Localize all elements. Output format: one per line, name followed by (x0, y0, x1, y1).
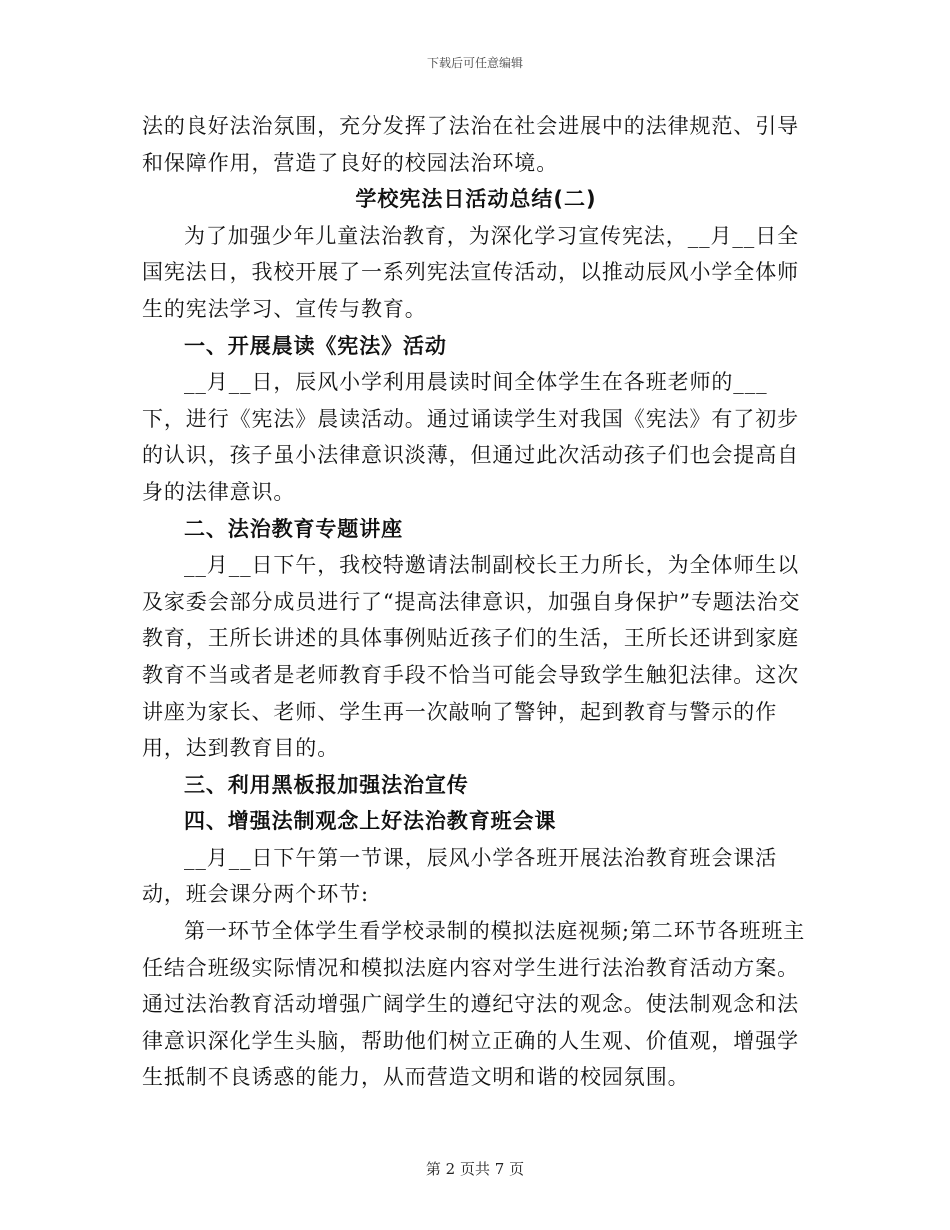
paragraph-lecture: __月__日下午，我校特邀请法制副校长王力所长，为全体师生以及家委会部分成员进行了“提高法律意识，加强自身保护”专题法治交教育，王所长讲述的具体事例贴近孩子们的生活，王所长还讲到家庭教育不当或者是老师教育手段不恰当可能会导致学生触犯法律。这次讲座为家长、老师、学生再一次敲响了警钟，起到教育与警示的作用，达到教育目的。 (142, 553, 801, 761)
page-header: 下载后可任意编辑 (426, 56, 523, 70)
heading-lecture: 二、法治教育专题讲座 (184, 516, 403, 541)
document-body (142, 108, 810, 1096)
heading-blackboard: 三、利用黑板报加强法治宣传 (184, 772, 469, 797)
paragraph-continuation: 法的良好法治氛围，充分发挥了法治在社会进展中的法律规范、引导和保障作用，营造了良好的校园法治环境。 (142, 114, 799, 175)
paragraph-class-meeting-detail: 第一环节全体学生看学校录制的模拟法庭视频;第二环节各班班主任结合班级实际情况和模拟法庭内容对学生进行法治教育活动方案。通过法治教育活动增强广阔学生的遵纪守法的观念。使法制观念和法律意识深化学生头脑，帮助他们树立正确的人生观、价值观，增强学生抵制不良诱惑的能力，从而营造文明和谐的校园氛围。 (142, 919, 806, 1090)
section-title: 学校宪法日活动总结(二) (355, 187, 597, 212)
page-footer: 第 2 页共 7 页 (425, 1160, 525, 1178)
heading-class-meeting: 四、增强法制观念上好法治教育班会课 (184, 809, 557, 834)
paragraph-class-meeting: __月__日下午第一节课，辰风小学各班开展法治教育班会课活动，班会课分两个环节: (142, 845, 778, 907)
paragraph-morning-reading: __月__日，辰风小学利用晨读时间全体学生在各班老师的___下，进行《宪法》晨读活动。通过诵读学生对我国《宪法》有了初步的认识，孩子虽小法律意识淡薄，但通过此次活动孩子们也会提高自身的法律意识。 (142, 370, 799, 504)
intro-paragraph: 为了加强少年儿童法治教育，为深化学习宣传宪法，__月__日全国宪法日，我校开展了一系列宪法宣传活动，以推动辰风小学全体师生的宪法学习、宣传与教育。 (142, 223, 799, 321)
heading-morning-reading: 一、开展晨读《宪法》活动 (184, 333, 447, 358)
